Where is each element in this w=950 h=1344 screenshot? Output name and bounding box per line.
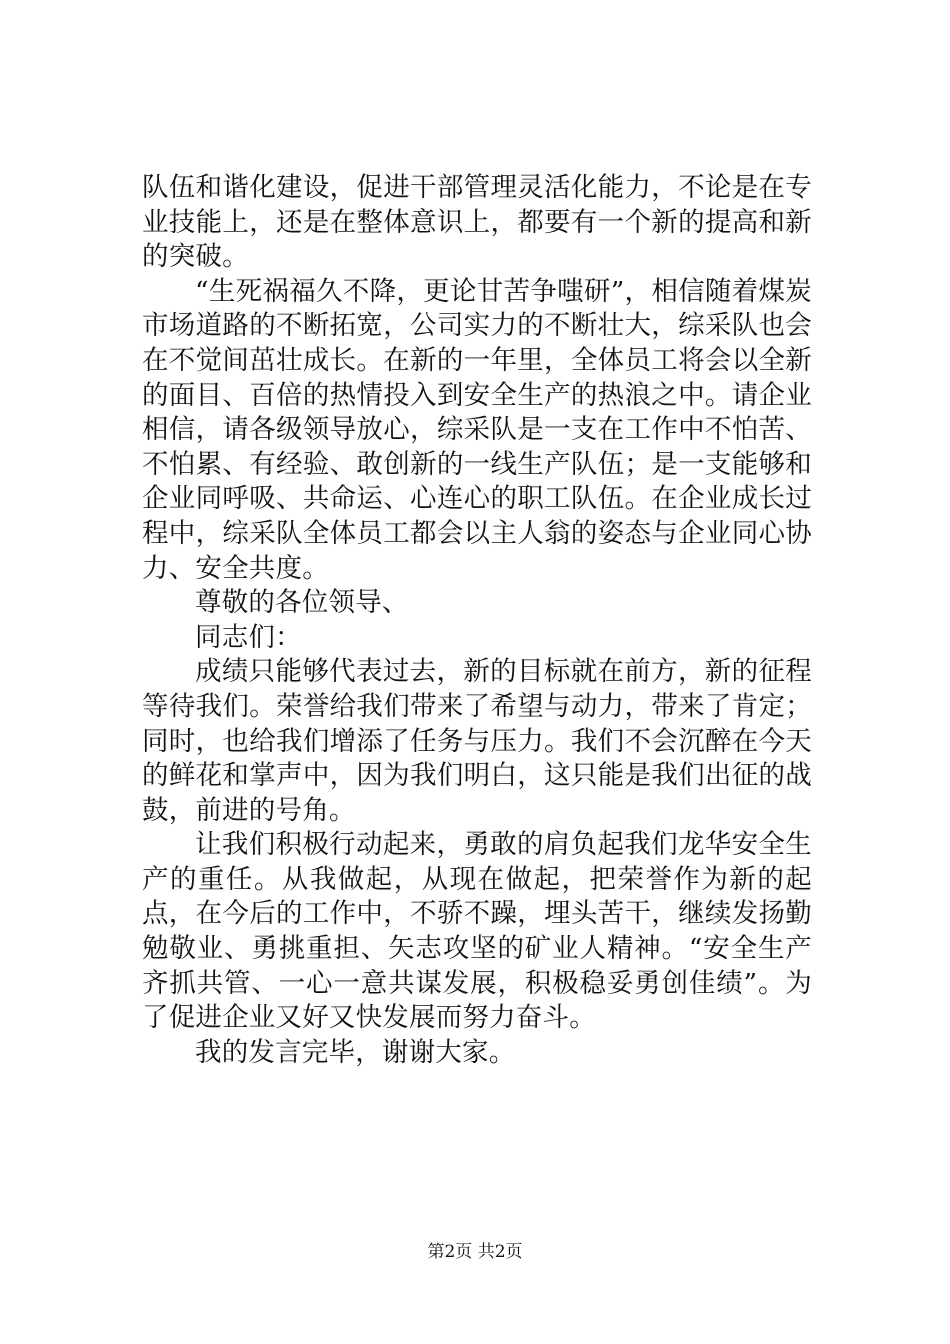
salutation-comrades: 同志们： (195, 621, 302, 653)
page-number-label: 第2页 共2页 (427, 1242, 523, 1262)
paragraph-continuation: 队伍和谐化建设，促进干部管理灵活化能力，不论是在专业技能上，还是在整体意识上，都要有一个新的提高和新的突破。 (142, 172, 812, 273)
paragraph-achievements: 成绩只能够代表过去，新的目标就在前方，新的征程等待我们。荣誉给我们带来了希望与动力，带来了肯定；同时，也给我们增添了任务与压力。我们不会沉醉在今天的鲜花和掌声中，因为我们明白，这只能是我们出征的战鼓，前进的号角。 (142, 656, 812, 826)
document-body (142, 171, 812, 1070)
salutation-leaders: 尊敬的各位领导、 (195, 587, 409, 619)
page-footer (0, 1241, 950, 1263)
paragraph-outlook: “生死祸福久不降，更论甘苦争嗤研”，相信随着煤炭市场道路的不断拓宽，公司实力的不断壮大，综采队也会在不觉间茁壮成长。在新的一年里，全体员工将会以全新的面目、百倍的热情投入到安全生产的热浪之中。请企业相信，请各级领导放心，综采队是一支在工作中不怕苦、不怕累、有经验、敢创新的一线生产队伍；是一支能够和企业同呼吸、共命运、心连心的职工队伍。在企业成长过程中，综采队全体员工都会以主人翁的姿态与企业同心协力、安全共度。 (142, 275, 812, 584)
paragraph-call-to-action: 让我们积极行动起来，勇敢的肩负起我们龙华安全生产的重任。从我做起，从现在做起，把荣誉作为新的起点，在今后的工作中，不骄不躁，埋头苦干，继续发扬勤勉敬业、勇挑重担、矢志攻坚的矿业人精神。“安全生产齐抓共管、一心一意共谋发展，积极稳妥勇创佳绩”。为了促进企业又好又快发展而努力奋斗。 (142, 829, 812, 1034)
paragraph-closing: 我的发言完毕，谢谢大家。 (195, 1036, 516, 1068)
